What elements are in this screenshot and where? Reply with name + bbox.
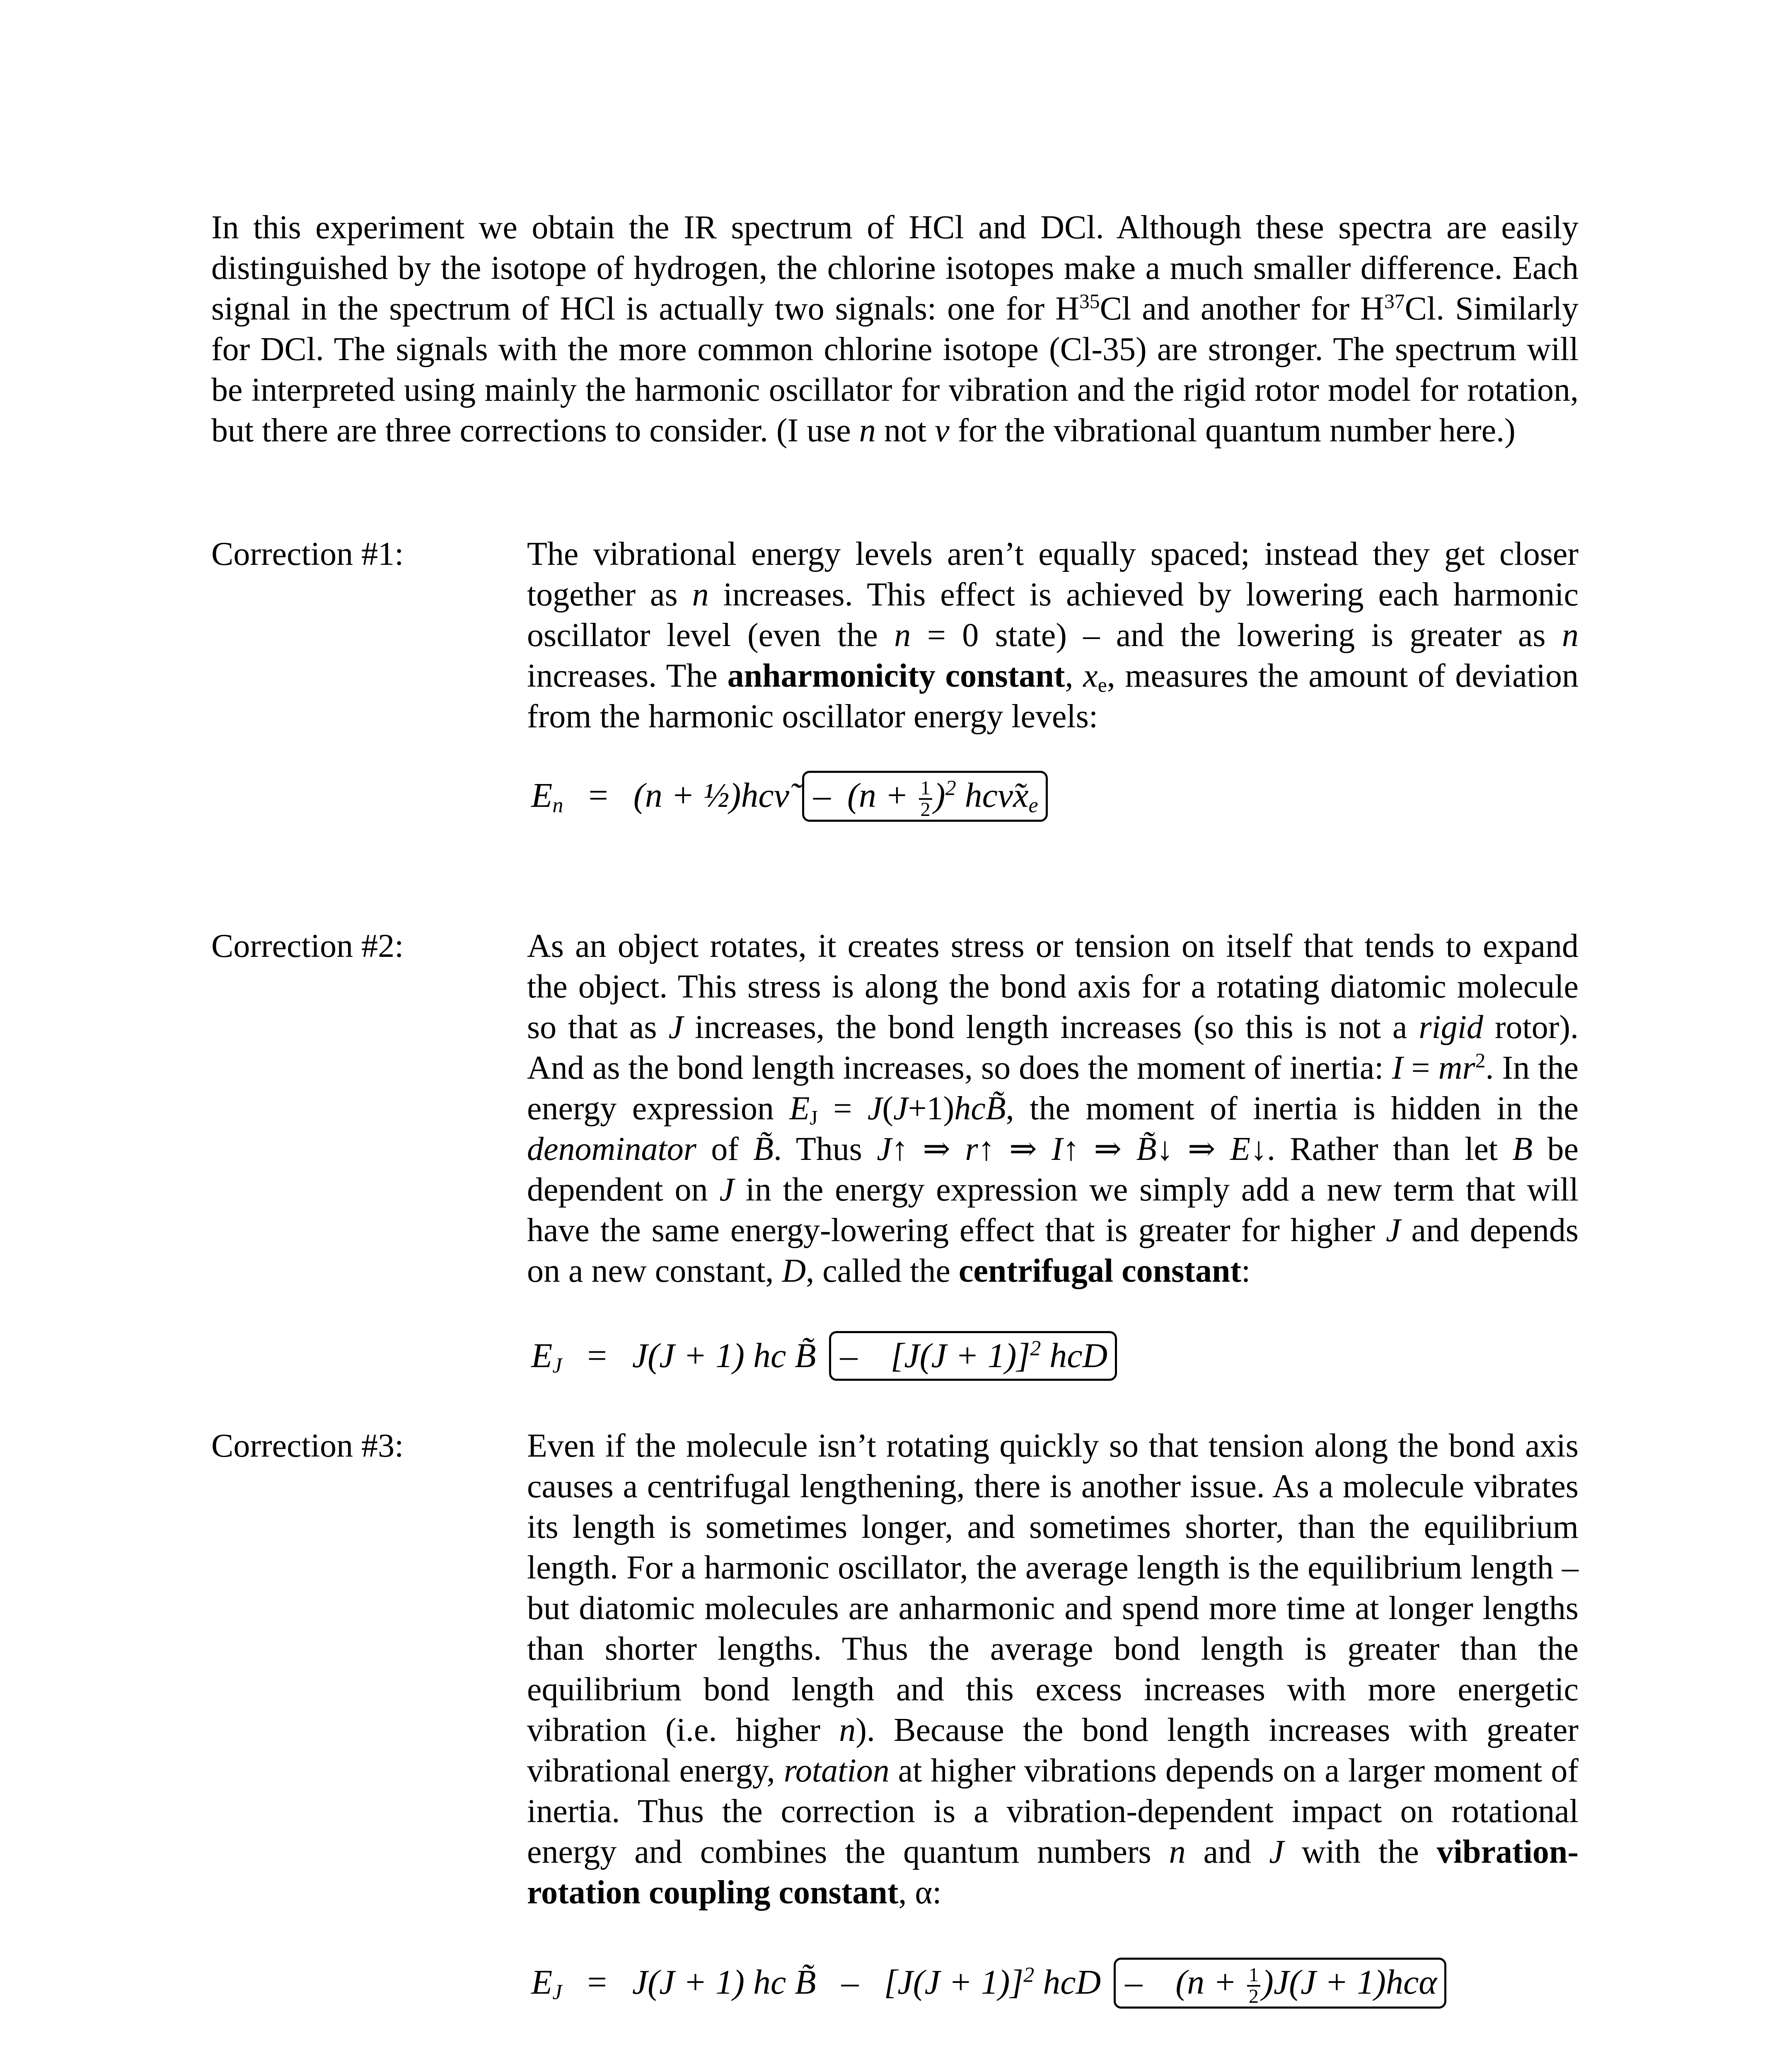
c2-text: of <box>696 1131 754 1167</box>
correction-1-label: Correction #1: <box>211 536 404 572</box>
c2-text: . Rather than let <box>1267 1131 1513 1167</box>
eq3-centrifugal-term: [J(J + 1)] <box>884 1963 1024 2002</box>
correction-2-label: Correction #2: <box>211 928 404 964</box>
eq3-half-den: 2 <box>1248 1985 1259 2007</box>
eq3-term2-sup: 2 <box>1023 1963 1035 1987</box>
c2-J: J <box>893 1090 908 1127</box>
c2-mr: mr <box>1438 1050 1475 1086</box>
intro-text-3: Cl. Similarly for DCl. The signals with the more common chlorine isotope (Cl-35) are stronger. The spectrum will be interpreted using mainly the harmonic oscillator for vibration and the rigid rotor model for rotation, but there are three corrections to consider. (I use <box>211 290 1579 449</box>
c1-n: n <box>692 576 709 613</box>
c2-text: , the moment of inertia is hidden in the <box>1006 1090 1579 1127</box>
intro-text-2: Cl and another for H <box>1100 290 1384 327</box>
anharmonicity-constant-term: anharmonicity constant <box>727 658 1065 694</box>
eq2-correction-box <box>829 1331 1117 1381</box>
eq3-lhs: E <box>531 1963 553 2002</box>
c2-J: J <box>1386 1212 1401 1249</box>
c3-text: Even if the molecule isn’t rotating quickly so that tension along the bond axis causes a centrifugal lengthening, there is another issue. As a molecule vibrates its length is sometimes longer, and sometimes shorter, than the equilibrium length. For a harmonic oscillator, the average length is the equilibrium length – but diatomic molecules are anharmonic and spend more time at longer lengths than shorter lengths. Thus the average bond length is greater than the equilibrium bond length and this excess increases with more energetic vibration (i.e. higher <box>527 1428 1579 1748</box>
eq1-box-c: hcν̃x <box>956 776 1029 815</box>
c3-rotation: rotation <box>783 1752 890 1789</box>
eq3-box-b: )J(J + 1)hcα <box>1262 1963 1437 2002</box>
c2-text: increases, the bond length increases (so this is not a <box>683 1009 1419 1046</box>
c1-text: increases. The <box>527 658 728 694</box>
c1-x: x <box>1083 658 1098 694</box>
c1-text: = 0 state) – and the lowering is greater as <box>911 617 1562 654</box>
eq1-lhs: E <box>531 776 553 815</box>
eq3-term2-b: hcD <box>1034 1963 1101 2002</box>
eq3-minus-1: – <box>841 1963 859 2002</box>
c2-text: ( <box>882 1090 894 1127</box>
eq3-rigid-rotor-term: J(J + 1) hc B̃ <box>632 1963 816 2002</box>
c1-n: n <box>1562 617 1579 654</box>
eq3-half-num: 1 <box>1247 1965 1260 1987</box>
eq2-equals: = <box>587 1336 607 1375</box>
c2-text: : <box>1241 1253 1251 1289</box>
correction-1-text <box>527 534 1579 737</box>
isotope-35: 35 <box>1079 290 1100 313</box>
eq2-box-sup: 2 <box>1030 1336 1041 1360</box>
eq1-half-den: 2 <box>920 798 931 821</box>
eq2-box-a: [J(J + 1)] <box>890 1336 1030 1375</box>
c2-text: , called the <box>806 1253 959 1289</box>
correction-3-label: Correction #3: <box>211 1428 404 1464</box>
c2-J: J <box>867 1090 882 1127</box>
intro-n: n <box>859 412 876 449</box>
eq1-box-sub: e <box>1028 794 1038 818</box>
c3-n: n <box>839 1712 856 1748</box>
c2-I: I <box>1392 1050 1403 1086</box>
c3-text: and <box>1185 1834 1269 1870</box>
eq1-harmonic-term: (n + ½)hcν̃ <box>633 776 789 815</box>
c2-D: D <box>782 1253 806 1289</box>
eq3-half-fraction <box>1247 1965 1260 2007</box>
intro-text-5: for the vibrational quantum number here.) <box>949 412 1516 449</box>
correction-2-text <box>527 926 1579 1291</box>
intro-text-4: not <box>875 412 935 449</box>
eq3-equals: = <box>587 1963 607 2002</box>
c2-J: J <box>668 1009 683 1046</box>
c1-text: , <box>1065 658 1083 694</box>
c3-text: , α: <box>898 1874 942 1911</box>
equation-vibration-rotation <box>531 1958 1446 2009</box>
eq1-box-b: ) <box>933 776 945 815</box>
eq2-lhs-sub: J <box>552 1354 562 1378</box>
c2-text: be dependent on <box>527 1131 1579 1208</box>
eq1-lhs-sub: n <box>552 794 563 818</box>
eq3-correction-box <box>1114 1958 1446 2009</box>
eq1-box-sup: 2 <box>945 776 956 800</box>
c2-text: = <box>1403 1050 1438 1086</box>
c3-n: n <box>1169 1834 1186 1870</box>
c2-text: in the energy expression we simply add a new term that will have the same energy-lowering effect that is greater for higher <box>527 1172 1579 1249</box>
c1-text: , measures the amount of deviation from the harmonic oscillator energy levels: <box>527 658 1579 735</box>
eq1-box-a: (n + <box>847 776 917 815</box>
c1-n: n <box>894 617 911 654</box>
c2-B: B <box>1512 1131 1533 1167</box>
c2-text: rotor). And as the bond length increases, so does the moment of inertia: <box>527 1009 1579 1086</box>
eq3-lhs-sub: J <box>552 1980 562 2004</box>
c1-xe-sub: e <box>1098 673 1107 697</box>
c2-J: J <box>719 1172 734 1208</box>
intro-v: v <box>935 412 950 449</box>
vibration-rotation-coupling-term: vibration-rotation coupling constant <box>527 1834 1579 1911</box>
c2-text: and depends on a new constant, <box>527 1212 1579 1289</box>
c2-implication-chain: J↑ ⇒ r↑ ⇒ I↑ ⇒ B̃↓ ⇒ E↓ <box>877 1131 1267 1167</box>
correction-3-text <box>527 1426 1579 1913</box>
c2-B: B̃ <box>753 1131 774 1167</box>
c3-text: ). Because the bond length increases with greater vibrational energy, <box>527 1712 1579 1789</box>
c2-E-sub: J <box>810 1106 818 1129</box>
c3-text: at higher vibrations depends on a larger moment of inertia. Thus the correction is a vibration-dependent impact on rotational energy and combines the quantum numbers <box>527 1752 1579 1870</box>
c2-denominator: denominator <box>527 1131 696 1167</box>
c2-text: As an object rotates, it creates stress or tension on itself that tends to expand the object. This stress is along the bond axis for a rotating diatomic molecule so that as <box>527 928 1579 1046</box>
eq1-equals: = <box>588 776 608 815</box>
eq2-rigid-rotor-term: J(J + 1) hc B̃ <box>632 1336 816 1375</box>
c2-text: . In the energy expression <box>527 1050 1579 1127</box>
eq3-box-a: (n + <box>1175 1963 1245 2002</box>
eq2-minus: – <box>840 1336 858 1375</box>
c2-sq: 2 <box>1475 1049 1486 1072</box>
c2-E: E <box>789 1090 810 1127</box>
eq3-minus-2: – <box>1125 1963 1143 2002</box>
centrifugal-constant-term: centrifugal constant <box>958 1253 1242 1289</box>
c3-J: J <box>1269 1834 1284 1870</box>
c3-text: with the <box>1284 1834 1437 1870</box>
equation-anharmonic-energy <box>531 771 1048 822</box>
eq1-half-fraction <box>919 778 932 820</box>
c2-text: +1) <box>908 1090 955 1127</box>
equation-centrifugal <box>531 1331 1117 1381</box>
c1-text: increases. This effect is achieved by lowering each harmonic oscillator level (even the <box>527 576 1579 654</box>
eq2-box-b: hcD <box>1041 1336 1108 1375</box>
intro-text-1: In this experiment we obtain the IR spectrum of HCl and DCl. Although these spectra are easily distinguished by the isotope of hydrogen, the chlorine isotopes make a much smaller difference. Each signal in the spectrum of HCl is actually two signals: one for H <box>211 209 1579 327</box>
eq1-half-num: 1 <box>919 778 932 800</box>
c2-text: . Thus <box>774 1131 877 1167</box>
c2-hcB: hcB̃ <box>954 1090 1006 1127</box>
eq2-lhs: E <box>531 1336 553 1375</box>
eq1-correction-box <box>802 771 1048 822</box>
c2-rigid: rigid <box>1419 1009 1483 1046</box>
c1-text: The vibrational energy levels aren’t equally spaced; instead they get closer together as <box>527 536 1579 613</box>
eq1-minus: – <box>813 776 831 815</box>
c2-text: = <box>817 1090 868 1127</box>
isotope-37: 37 <box>1384 290 1405 313</box>
intro-paragraph <box>211 207 1579 451</box>
